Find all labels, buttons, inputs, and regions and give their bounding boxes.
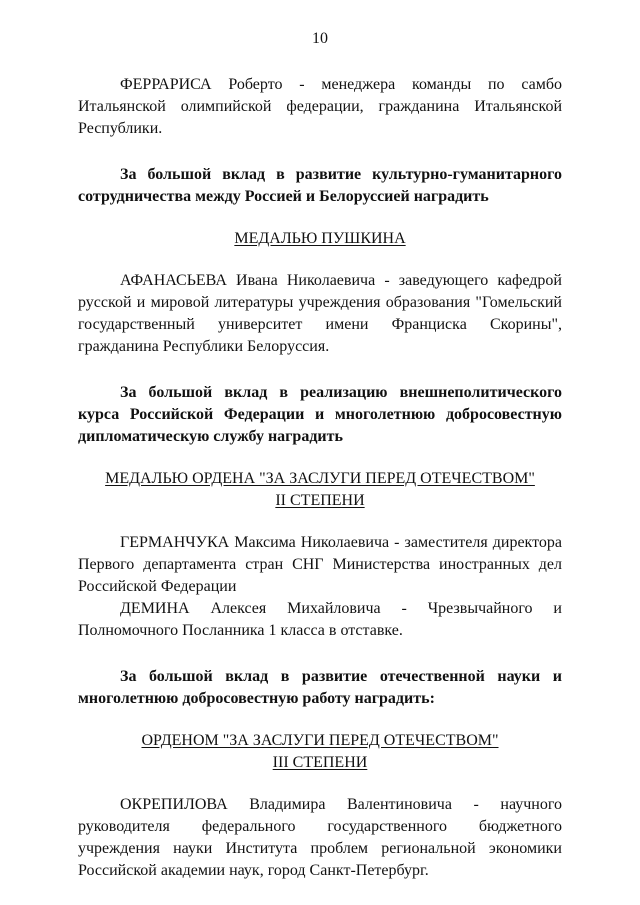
award-pushkin-title: МЕДАЛЬЮ ПУШКИНА [234, 230, 406, 247]
award-pushkin-medal [78, 228, 562, 250]
decree-science: За большой вклад в развитие отечественной науки и многолетнюю добросовестную работу наградить: [78, 668, 562, 707]
award-medal-order-merit-degree: II СТЕПЕНИ [275, 492, 365, 509]
nominee-germanchuk: ГЕРМАНЧУКА Максима Николаевича - заместителя директора Первого департамента стран СНГ Министерства иностранных дел Российской Федерации [78, 534, 562, 595]
nominee-ferraris: ФЕРРАРИСА Роберто - менеджера команды по самбо Итальянской олимпийской федерации, гражданина Итальянской Республики. [78, 76, 562, 137]
document-body [78, 74, 562, 882]
nominee-okrepilov: ОКРЕПИЛОВА Владимира Валентиновича - научного руководителя федерального государственного бюджетного учреждения науки Института проблем региональной экономики Российской академии наук, город Санкт-Петербург. [78, 796, 562, 879]
decree-culture: За большой вклад в развитие культурно-гуманитарного сотрудничества между Россией и Белоруссией наградить [78, 166, 562, 205]
award-order-merit-degree: III СТЕПЕНИ [272, 754, 368, 771]
award-order-merit [78, 730, 562, 774]
award-order-merit-title: ОРДЕНОМ "ЗА ЗАСЛУГИ ПЕРЕД ОТЕЧЕСТВОМ" [141, 732, 499, 749]
nominee-afanasyev: АФАНАСЬЕВА Ивана Николаевича - заведующего кафедрой русской и мировой литературы учреждения образования "Гомельский государственный университет имени Франциска Скорины", гражданина Республики Белоруссия. [78, 272, 562, 355]
page-number: 10 [312, 30, 328, 47]
nominee-demin: ДЕМИНА Алексея Михайловича - Чрезвычайного и Полномочного Посланника 1 класса в отставке. [78, 600, 562, 639]
award-medal-order-merit-title: МЕДАЛЬЮ ОРДЕНА "ЗА ЗАСЛУГИ ПЕРЕД ОТЕЧЕСТВОМ" [105, 470, 535, 487]
decree-foreign-policy: За большой вклад в реализацию внешнеполитического курса Российской Федерации и многолетнюю добросовестную дипломатическую службу наградить [78, 384, 562, 445]
award-medal-order-merit [78, 468, 562, 512]
